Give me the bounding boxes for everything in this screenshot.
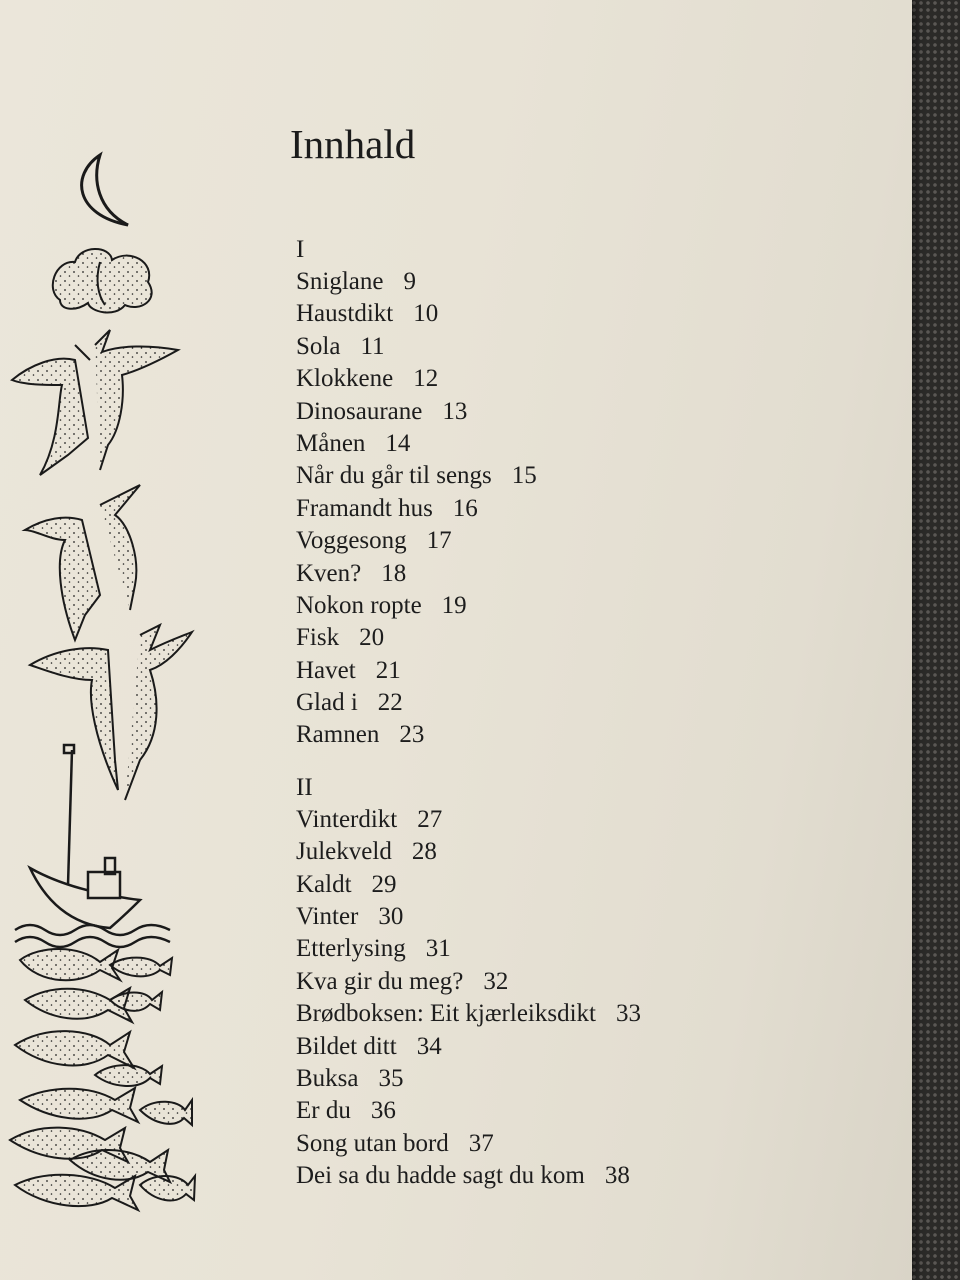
toc-entry bbox=[296, 590, 856, 622]
entry-title: Ramnen bbox=[296, 721, 380, 749]
toc-entry bbox=[296, 966, 856, 998]
entry-page-number: 19 bbox=[441, 591, 467, 619]
entry-title: Klokkene bbox=[296, 365, 394, 393]
toc-entry bbox=[296, 1095, 856, 1127]
dinosaur-icon bbox=[30, 625, 192, 800]
entry-title: Julekveld bbox=[296, 838, 392, 866]
entry-title: Når du går til sengs bbox=[296, 462, 492, 490]
dinosaur-icon bbox=[12, 330, 178, 475]
entry-page-number: 15 bbox=[511, 462, 537, 490]
toc-entry bbox=[296, 804, 856, 836]
section-entries bbox=[296, 804, 856, 1193]
toc-entry bbox=[296, 655, 856, 687]
section-gap bbox=[296, 752, 856, 772]
moon-icon bbox=[82, 155, 128, 225]
entry-page-number: 33 bbox=[616, 1000, 641, 1028]
entry-page-number: 36 bbox=[370, 1097, 396, 1125]
entry-page-number: 35 bbox=[378, 1064, 404, 1092]
entry-page-number: 12 bbox=[413, 365, 439, 393]
entry-title: Vinterdikt bbox=[296, 805, 398, 833]
entry-page-number: 9 bbox=[403, 268, 416, 295]
entry-title: Kven? bbox=[296, 559, 362, 587]
entry-page-number: 28 bbox=[411, 838, 437, 866]
toc-entry bbox=[296, 998, 856, 1030]
entry-title: Kva gir du meg? bbox=[296, 967, 464, 995]
toc-entry bbox=[296, 1128, 856, 1160]
entry-page-number: 10 bbox=[413, 300, 439, 328]
table-of-contents bbox=[296, 234, 856, 1193]
entry-page-number: 16 bbox=[452, 494, 478, 522]
entry-title: Fisk bbox=[296, 624, 340, 652]
entry-page-number: 29 bbox=[371, 870, 397, 898]
fish-icon bbox=[10, 949, 195, 1210]
boat-icon bbox=[15, 745, 170, 947]
toc-entry bbox=[296, 719, 856, 751]
entry-title: Månen bbox=[296, 429, 366, 457]
entry-page-number: 34 bbox=[416, 1032, 442, 1060]
entry-page-number: 31 bbox=[425, 935, 451, 963]
entry-page-number: 32 bbox=[483, 967, 509, 995]
toc-entry bbox=[296, 836, 856, 868]
toc-entry bbox=[296, 933, 856, 965]
toc-entry bbox=[296, 901, 856, 933]
entry-title: Buksa bbox=[296, 1064, 359, 1092]
entry-page-number: 13 bbox=[442, 397, 468, 425]
entry-page-number: 37 bbox=[468, 1129, 494, 1157]
entry-title: Havet bbox=[296, 656, 356, 684]
section-entries bbox=[296, 266, 856, 752]
entry-page-number: 22 bbox=[377, 689, 403, 717]
entry-title: Glad i bbox=[296, 689, 358, 717]
toc-entry bbox=[296, 266, 856, 298]
cloud-icon bbox=[53, 249, 152, 313]
entry-title: Er du bbox=[296, 1097, 351, 1125]
toc-entry bbox=[296, 1063, 856, 1095]
entry-title: Voggesong bbox=[296, 527, 407, 555]
toc-entry bbox=[296, 363, 856, 395]
toc-entry bbox=[296, 687, 856, 719]
entry-page-number: 20 bbox=[359, 624, 385, 652]
entry-title: Framandt hus bbox=[296, 494, 433, 522]
toc-entry bbox=[296, 331, 856, 363]
entry-title: Nokon ropte bbox=[296, 591, 422, 619]
entry-title: Bildet ditt bbox=[296, 1032, 397, 1060]
entry-page-number: 27 bbox=[417, 805, 443, 833]
entry-page-number: 18 bbox=[381, 559, 407, 587]
entry-title: Kaldt bbox=[296, 870, 352, 898]
toc-entry bbox=[296, 460, 856, 492]
toc-entry bbox=[296, 869, 856, 901]
toc-entry bbox=[296, 622, 856, 654]
entry-title: Sola bbox=[296, 332, 341, 360]
entry-page-number: 23 bbox=[399, 721, 425, 749]
toc-entry bbox=[296, 298, 856, 330]
page-title: Innhald bbox=[290, 121, 416, 167]
entry-title: Dei sa du hadde sagt du kom bbox=[296, 1162, 585, 1190]
entry-page-number: 11 bbox=[360, 332, 385, 360]
entry-title: Sniglane bbox=[296, 268, 384, 295]
toc-entry bbox=[296, 1160, 856, 1192]
toc-entry bbox=[296, 558, 856, 590]
entry-title: Etterlysing bbox=[296, 935, 406, 963]
entry-title: Vinter bbox=[296, 903, 359, 931]
toc-entry bbox=[296, 396, 856, 428]
entry-page-number: 14 bbox=[385, 429, 411, 457]
section-label: II bbox=[296, 773, 313, 801]
margin-illustrations bbox=[0, 0, 260, 1280]
toc-entry bbox=[296, 493, 856, 525]
entry-page-number: 38 bbox=[604, 1162, 630, 1190]
toc-entry bbox=[296, 525, 856, 557]
entry-page-number: 30 bbox=[378, 903, 404, 931]
entry-page-number: 21 bbox=[375, 656, 401, 684]
section-label: I bbox=[296, 236, 305, 263]
entry-page-number: 17 bbox=[426, 527, 452, 555]
entry-title: Brødboksen: Eit kjærleiksdikt bbox=[296, 1000, 596, 1028]
entry-title: Song utan bord bbox=[296, 1129, 449, 1157]
entry-title: Dinosaurane bbox=[296, 397, 423, 425]
entry-title: Haustdikt bbox=[296, 300, 394, 328]
toc-entry bbox=[296, 1031, 856, 1063]
dinosaur-icon bbox=[25, 485, 140, 640]
toc-entry bbox=[296, 428, 856, 460]
